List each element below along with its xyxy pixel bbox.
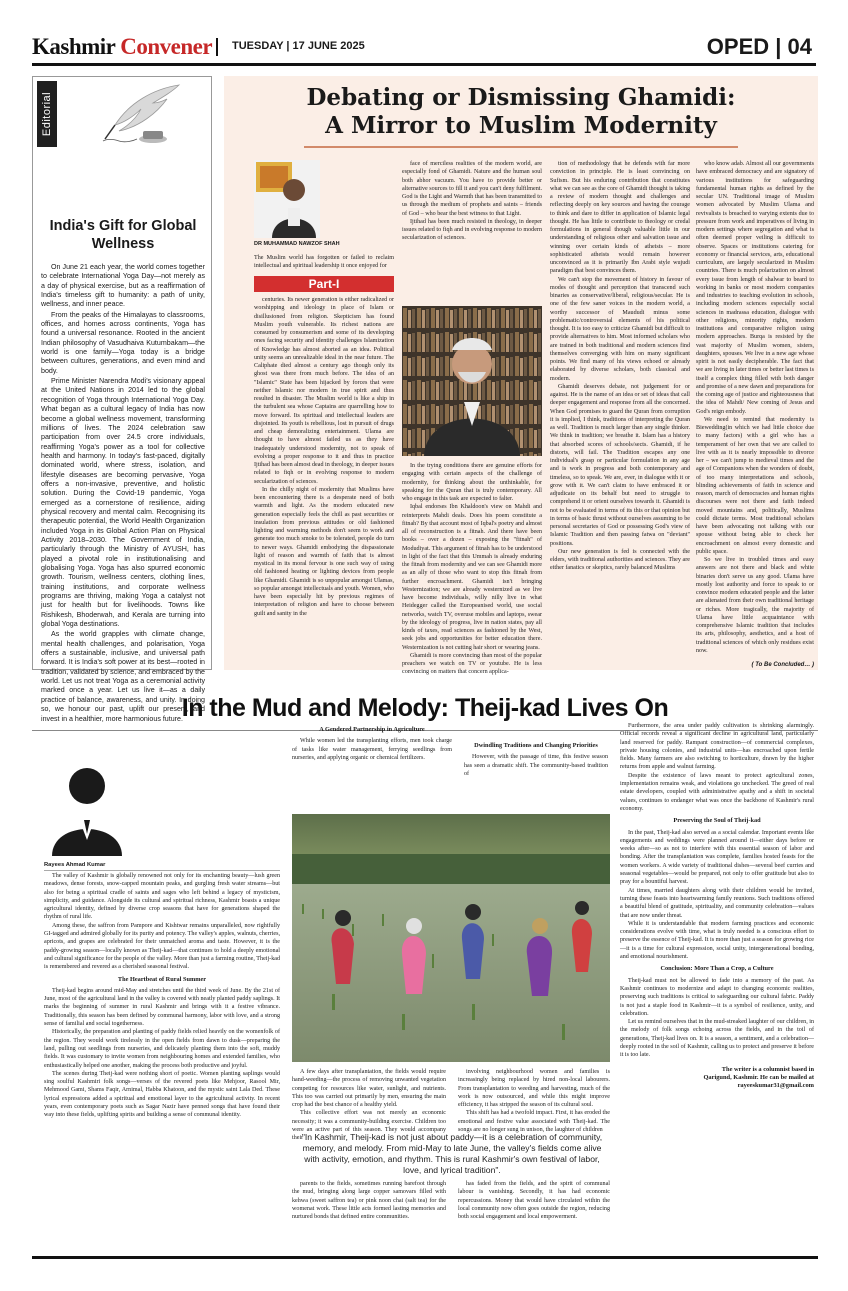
article-column-1	[44, 872, 280, 1120]
headline-line-2: A Mirror to Muslim Modernity	[325, 112, 717, 139]
article-paragraph: Ghamidi deserves debate, not judgement for or against. He is the name of an idea or set of ideas that call deeper engagement and response from all the concerned. When God promises to guard the Quran from corruption it is implied, I think, traditions of interpreting the Quran as well. Tradition is much larger than any single thinker. We think in tradition; we breathe it. Islam has a history that absorbed scores of schools/sects. Ghamidi, if he distorts, will fail. The Tradition escapes any one individual's grasp or particular formulation in any age and is work in progress and both contemporary and timeless, so to speak. We are, ever, in dialogue with it or grow with it. We can't claim to have embraced it or adjudicate on its behalf but need to struggle to comprehend it or orient ourselves towards it. Ghamidi is not to be evaluated in terms of its this or that opinion but in terms of basic thrust without ourselves assuming to be personal secretaries of God or possessing God's view of Islamic Tradition and then passing fatwa on "deviant" positions.	[550, 383, 690, 547]
article-paragraph: parents to the fields, sometimes running barefoot through the mud, bringing along large copper samovars filled with kehwa (sweet saffron tea) or pink noon chai (salt tea) for the womenat work. These little acts formed lasting memories and nurtured bonds that defined entire communities.	[292, 1181, 446, 1221]
article-paragraph: In the trying conditions there are genuine efforts for engaging with certain aspects of the challenge of modernity, for thinking about the unthinkable, for speaking for the Quran that is truly contemporary. All who engage in this task are expected to falter.	[402, 463, 542, 502]
ghamidi-headline[interactable]	[224, 84, 818, 140]
pull-quote: "In Kashmir, Theij-kad is not just about paddy—it is a celebration of community, memory, and melody. From mid-May to late June, the valley's fields come alive with activity, emotion, and rhythm. This is rural Kashmir's own festival of labor, love, and lyrical tradition".	[301, 1132, 603, 1175]
article-paragraph: Iqbal endorses Ibn Khaldoon's view on Mahdi and reinterprets Mahdi deals. Does his poem constitute a fitnah? By that account most of Iqbal's poetry and almost all of reconstruction is a fitnah. And there have been books – over a dozen – exposing the "fitnah" of Modudiyat. This argument of fitnah has to be understood in light of the fact that this Ummah is already enduring the fitnah from modernity and we can see Ghamidi more as an ally of those who want to stop this fitnah from further encroachment. Ghamidi isn't bringing Westernization; we are already westernized as we live have become individuals, willy nilly live in what Heidegger called the Europeanised world, use social networks, watch TV, overuse mobiles and laptops, swear by the ideology of progress, live in nation states, pay all kinds of taxes, read sciences as fashioned by the West, seek jobs and opportunities for better education there. Westernization is not cutting hair short or wearing jeans.	[402, 504, 542, 651]
article-paragraph: Let us remind ourselves that in the mud-streaked laughter of our children, in the melody of folk songs echoing across the fields, and in the toil of generations, Theij-kad lives on. It is a season, a sentiment, and a celebration—deeply rooted in the soil of Kashmir, calling us to protect and preserve it before it is too late.	[620, 1019, 814, 1059]
article-column-3	[464, 738, 608, 778]
subheading: Conclusion: More Than a Crop, a Culture	[660, 965, 774, 973]
article-column-3-lower	[458, 1068, 610, 1134]
editorial-paragraph: As the world grapples with climate change, mental health challenges, and polarisation, Yoga offers a sustainable, inclusive, and universal path forward. It is India's soft power at its best—rooted in tradition, validated by science, and embraced by the world. Let us not treat Yoga as a ceremonial activity marked once a year. Let us live it—as a daily practice of balance, awareness, and unity. In doing so, we honour our past, uplift our present, and invest in a healthier, more harmonious future.	[41, 630, 205, 723]
footer-line: Qarigund, Kashmir. He can be mailed at	[703, 1073, 814, 1081]
subheading: Dwindling Traditions and Changing Priorities	[474, 742, 598, 749]
author-silhouette-icon	[42, 760, 132, 856]
subheading: Preserving the Soul of Theij-kad	[673, 817, 761, 825]
article-column-2	[402, 160, 542, 243]
article-paragraph: So we live in troubled times and easy answers are not there and black and white binaries don't serve us any good. Ulama have mostly lost authority and force to speak to or convince modern educated people and the latter are alienated from their own traditional heritage or riches. More tragically, the majority of Ulama have little acquaintance with comprehensive Islamic tradition that includes its arts, philosophy, aesthetics, and a host of traditional sciences of which only residues exist now.	[696, 557, 814, 654]
article-paragraph: Ijtihad has been much resisted in theology, in deeper issues related to fiqh and in evolving response to modern secularization of sciences.	[402, 218, 542, 242]
subheading: A Gendered Partnership in Agriculture	[319, 726, 425, 733]
article-paragraph: This shift has had a twofold impact. First, it has eroded the emotional and festive value associated with Theij-kad. The songs are no longer sung in unison, the laughter of children	[458, 1110, 610, 1134]
article-intro: The Muslim world has forgotten or failed to reclaim intellectual and spiritual leadership it once enjoyed for	[254, 255, 394, 270]
ghamidi-photo	[402, 306, 542, 456]
theij-headline[interactable]: In the Mud and Melody: Theij-kad Lives On	[181, 694, 669, 722]
editorial-tab	[37, 81, 57, 147]
article-paragraph: involving neighbourhood women and families is increasingly being replaced by hired non-local labourers. From transplantation to weeding and harvesting, much of the work is now outsourced, and while this might improve efficiency, it has stripped the season of its cultural soul.	[458, 1069, 610, 1109]
article-paragraph: Theij-kad begins around mid-May and stretches until the third week of June. By the 21st of June, most of the agricultural land in the valley is covered with neatly planted paddy saplings. It marks the beginning of summer in rural Kashmir and brings with it a festive vibrance. Traditionally, this season has been defined by communal harmony, labor with love, and a strong sense of familial and social togetherness.	[44, 987, 280, 1028]
article-paragraph: Among these, the saffron from Pampore and Kishtwar remains unparalleled, now rightfully GI-tagged and admired globally for its purity and potency. The valley's apples, walnuts, cherries, apricots, and grapes are celebrated for their unmatched aroma and taste. However, it is the paddy-growing season—locally known as Theij-kad—that continues to hold a deeply emotional and cultural significance for the people of the valley. More than just a farming routine, Theij-kad is remembered and revered as a cherished seasonal festival.	[44, 922, 280, 971]
to-be-concluded: ( To Be Concluded… )	[751, 662, 814, 668]
ghamidi-article	[224, 76, 818, 676]
article-paragraph: We need to remind that modernity is Biewedding(in which we had little choice due to many factors) with a girl who has a temperament of her own that we are called to live with as it is nearly impossible to divorce her – we can't jump to medieval times and the age of Companions when the wonders of doubt, of too many interpretations and schools, blinding achievements of faith in science and reason, march of democracies and human rights discourses were not there and faith indeed moved mountains and, politically, Muslims could dictate terms. Most traditional scholars have been advocating not talking with our spouse without being able to check her encroachment on almost every domestic and public space.	[696, 416, 814, 555]
article-paragraph: At times, married daughters along with their children would be invited, turning these feasts into heartwarming family reunions. Such traditions offered a beautiful blend of gratitude, spirituality, and community celebration—values that are now under threat.	[620, 887, 814, 919]
article-column-1	[254, 296, 394, 618]
article-column-4	[696, 160, 814, 669]
headline-rule	[304, 146, 738, 148]
article-paragraph: face of merciless realities of the modern world, are especially fond of Ghamidi. Nature and the human soul both abhor vacuum. You have to provide better or alternative sources to fill it and you can't deny fulfilment. God is the Light and Warmth that has been transmitted to us through the medium of prophets and saints – friends of God – who bear the best witness to that Light.	[402, 161, 542, 217]
header-divider	[216, 38, 218, 56]
article-paragraph: While women led the transplanting efforts, men took charge of tasks like water management, ferrying seedlings from nurseries, and applying organic or chemical fertilizers.	[292, 738, 452, 761]
article-paragraph: Our new generation is fed is connected with the elders, with traditional authorities and sciences. They are either fanatics or skeptics, rarely balanced Muslims	[550, 548, 690, 572]
article-column-2-lower	[402, 462, 542, 677]
editorial-title: India's Gift for Global Wellness	[49, 218, 197, 252]
article-paragraph: has faded from the fields, and the spirit of communal labour is vanishing. Secondly, it has had economic repercussions. Money that would have circulated within the local community now often goes outside the region, reducing both social engagement and local empowerment.	[458, 1181, 610, 1221]
page-bottom-rule	[32, 1256, 818, 1259]
editorial-paragraph: On June 21 each year, the world comes together to celebrate International Yoga Day—not merely as a day of physical exercise, but as a reaffirmation of India's timeless gift to humanity: a path of unity, wellness, and inner peace.	[41, 263, 205, 309]
article-paragraph: Despite the existence of laws meant to protect agricultural zones, implementation remains weak, and violations go unchecked. The greed of real estate developers, coupled with administrative apathy and a shift in societal values, continues to endanger what was once the backbone of Kashmir's rural economy.	[620, 772, 814, 812]
brand-logo[interactable]	[32, 34, 212, 60]
subheading: The Heartbeat of Rural Summer	[117, 975, 207, 983]
author-photo	[254, 160, 320, 238]
article-column-2	[292, 722, 452, 762]
article-column-3-bottom	[458, 1180, 610, 1221]
editorial-tab-label: Editorial	[41, 91, 53, 137]
article-paragraph: The valley of Kashmir is globally renowned not only for its enchanting beauty—lush green meadows, dense forests, snow-capped mountain peaks, and gurgling fresh water streams—but also for being a spiritual cradle of saints and sages who left behind a legacy of mysticism, simplicity, and guidance. Alongside its cultural and spiritual richness, Kashmir boasts a unique agricultural identity, defined by diverse crop seasons that have for generations shaped the rhythm of rural life.	[44, 873, 280, 921]
article-paragraph: Historically, the preparation and planting of paddy fields relied heavily on the womenfolk of the region. They would work tirelessly in the open fields from dawn to dusk—preparing the land, pulling out seedlings from nurseries, and delicately planting them into the soft, muddy fields. It was customary to invite women from neighbouring homes and extended families, who enthusiastically helped one another, making the process both productive and joyful.	[44, 1029, 280, 1069]
author-byline: DR MUHAMMAD NAWZOF SHAH	[254, 241, 340, 247]
article-paragraph: Theij-kad must not be allowed to fade into a memory of the past. As Kashmir continues to modernize and adapt to changing economic realities, preserving such traditions is critical to safeguarding our cultural fabric. Paddy is not just a staple food in Kashmir—it is a symbol of resilience, unity, and celebration.	[620, 977, 814, 1017]
article-paragraph: However, with the passage of time, this festive season has seen a dramatic shift. The community-based tradition of	[464, 754, 608, 777]
article-paragraph: Furthermore, the area under paddy cultivation is shrinking alarmingly. Official records reveal a significant decline in agricultural land, particularly land reserved for paddy. Rampant construction—of commercial complexes, private housing colonies, and industrial units—has encroached upon fertile fields. Many farmers are also switching to horticulture, drawn by the higher returns from apple and walnut farming.	[620, 723, 814, 771]
editorial-box	[32, 76, 212, 723]
editorial-paragraph: Prime Minister Narendra Modi's visionary appeal at the United Nations in 2014 led to the global recognition of Yoga through International Yoga Day. What began as a cultural legacy of India has now become a global wellness movement, transforming millions of lives. The 2024 celebration saw participation from over 24.5 crore individuals, reaffirming Yoga's power as a tool for collective health and harmony. In today's fast-paced, digitally dominated world, where stress, isolation, and lifestyle diseases are becoming pervasive, Yoga offers a non-invasive, preventive, and holistic solution. During the Covid-19 pandemic, Yoga emerged as a cornerstone of resilience, aiding physical recovery and mental calm. Recognising its therapeutic potential, the World Health Organization included Yoga in its Global Action Plan on Physical Activity 2018–2030. The Government of India, particularly through the Ministry of AYUSH, has played a pivotal role in institutionalising and globalising Yoga. Yoga has also spurred economic growth. Tourism, wellness centers, clothing lines, training institutions, and corporate wellness programs are thriving, making Yoga a catalyst not just for health but for livelihoods. Towns like Rishikesh, Bhoderwah, and Kerala are turning into global Yoga destinations.	[41, 377, 205, 629]
article-paragraph: tion of methodology that he defends with far more conviction in principle. He is least convincing on Sufism. But his enduring contribution that constitutes what we can see as the core of Ghamidi thought is taking a review of modern thought and challenges and reflecting deeply on key sources and having the courage to think and dare to differ in application of Islamic legal thought. He has little to contribute to theology or credal formulations in general though valuable little in our understanding of religious other and salvation issue and winning over certain kinds of atheists – more sophisticated atheists would remain however unconvinced as it is primarily Ibn Arabi style wujudi paradigm that best convinces them.	[550, 161, 690, 275]
article-paragraph: who know adab. Almost all our governments have embraced democracy and are signatory of various institutions for safeguarding fundamental human rights as defined by the secular UN. Traditional image of Muslim women advocated by Muslim Ulama and revivalists is breached to varying extents due to pressure from work and imperatives of living in modern settings where segregation and what is often deemed proper veiling is difficult to observe. Spaces or institutions catering for economy or financial services, arts, educational curriculum, are largely secularized in Muslim countries. There is much polarization on almost every issue from length of shalwar to beard to working in banks or most modern companies and industries to teaching evolution in schools, including modern sciences especially social sciences in madrassa education, dialogue with other religions, minority rights, modern institutions and comparative religion using modern approaches. Burqa is resisted by the vast majority of Muslim women, sisters, daughters, spouses. We live in a new age whose spirit is not easily decipherable. The fact that we are living in later times or better last times is itself a complex thing filled with both danger and promise of a new dawn and preparations for the coming age of justice and righteousness that the idea of Mahdi/ New coming of Jesus and God's reign embody.	[696, 161, 814, 415]
article-paragraph: We can't stop the movement of history in favour of modes of thought and perception that transcend such binaries as conservative/liberal, religious/secular. He is one of the few saner voices in the modern world, a worthy successor of Maududi minus some problematic/controversial elements of his political thought. It is too easy to criticize Ghamidi but difficult to provide alternatives to him. Most informed scholars who are trained in both traditional and modern sciences find themselves converging with him on many significant points. We find many of his views echoed or already elaborated by diverse scholars, both classical and modern.	[550, 276, 690, 382]
part-label: Part-I	[254, 276, 394, 292]
masthead	[32, 34, 816, 66]
quill-pen-icon	[93, 83, 183, 145]
paddy-field-photo	[292, 814, 610, 1062]
article-paragraph: In the past, Theij-kad also served as a social calendar. Important events like engagements and weddings were planned around it—either days before or weeks after—so as not to interfere with this essential season of labor and bonding. After the transplantation was complete, families hosted feasts for the women workers. A wide variety of traditional dishes—several beef curries and seasonal vegetables—would be prepared, not only to offer gratitude but also to pray for a bountiful harvest.	[620, 829, 814, 886]
article-column-2-bottom	[292, 1180, 446, 1221]
issue-date: TUESDAY | 17 JUNE 2025	[232, 40, 365, 52]
article-paragraph: centuries. Its newer generation is either radicalized or worshipping and ideology in place of Islam or disillusioned from religion. Skepticism has found Muslim youth vulnerable. Its richest nations are consumed by consumerism and some of its developing ones facing security and identity challenges Islamization of Knowledge has almost aborted as an idea. Political unity seems an unrealizable ideal in the near future. The Caliphate died almost a century ago though only its ghost was there from much before. The idea of an "Islamic" State has been hijacked by forces that were neither Islamic nor modern in true spirit and thus resulted in disaster. The Muslim world is like a ship in the turbulent sea whose Captains are quarrelling how to move forward. Its spiritual and intellectual leaders are disjointed. Its youth is rebellious, lost in pursuit of drugs and cheap demoralizing entertainment. Ulama are thought to have almost failed us as they have inadequately understood modernity, not to speak of evolving a proper response to it and thus in practice Ijtihad has been almost dead in theology, in deeper issues related to fiqh or in evolving response to modern secularization of sciences.	[254, 297, 394, 485]
editorial-paragraph: From the peaks of the Himalayas to classrooms, offices, and homes across continents, Yoga has found a universal resonance. Rooted in the ancient Indian philosophy of Vasudhaiva Kutumbakam—the world is one family—Yoga today is a bridge between cultures, generations, and even mind and body.	[41, 310, 205, 375]
article-paragraph: This collective effort was not merely an economic necessity; it was a community-building exercise. Children too were an active part of this season. They would accompany their	[292, 1110, 446, 1142]
author-email[interactable]: rayeeskumar31@gmail.com	[737, 1082, 814, 1090]
brand-part-2: Convener	[120, 34, 213, 59]
section-page-label: OPED | 04	[706, 34, 812, 59]
article-column-4	[620, 722, 814, 1091]
author-byline: Rayees Ahmad Kumar	[44, 862, 280, 871]
author-footer	[620, 1066, 814, 1091]
footer-line: The writer is a columnist based in	[721, 1065, 814, 1073]
headline-line-1: Debating or Dismissing Ghamidi:	[306, 84, 736, 111]
article-paragraph: Ghamidi is more convincing than most of the popular preachers we watch on TV or youtube. He is less convincing on matters that concern applica-	[402, 652, 542, 676]
article-paragraph: A few days after transplantation, the fields would require hand-weeding—the process of removing unwanted vegetation competing for resources like water, sunlight, and nutrients. This too was carried out primarily by men, ensuring the main crop had the best chance of a healthy yield.	[292, 1069, 446, 1109]
theij-kad-article	[32, 694, 818, 1242]
article-paragraph: While it is understandable that modern farming practices and economic considerations evolve with time, what is truly needed is a conscious effort to preserve the essence of Theij-kad. It is more than just a season for growing rice—it is a time for cultural expression, social unity, intergenerational bonding, and emotional nourishment.	[620, 920, 814, 961]
article-paragraph: In the chilly night of modernity that Muslims have been encountering there is a desperate need of both warmth and light. As the modern educated new generation especially feels the chill as past securities or insulation from previous attitudes or old fashioned lighting and warming methods don't seem to work and generate too much smoke to be tolerated, people do turn to newer ways. Ghamidi embodying the dispassionate light of reason and warmth of faith that is almost mystical in its moral fervour is one such way of using old fashioned heating or lighting devices from people like Ghamidi. Ghamidi is so unpopular amongst Ulamas, so popular amongst intellectuals and youth. Women, who have been especially hit by previous regimes of interpretation of religion and have to choose between guilt and sanity in the	[254, 486, 394, 617]
article-column-3	[550, 160, 690, 573]
article-paragraph: The scenes during Theij-kad were nothing short of poetic. Women planting saplings would sing soulful Kashmiri folk songs—verses of the revered poets like Mehjoor, Rasool Mir, Mehmood Gami, Shams Faqir, Arnimal, Habba Khatoon, and the mystic saint Lala Ded. These lyrical expressions added a spiritual and emotional layer to the agricultural activity. In recent years, even contemporary poets such as Sagar Nazir have penned songs that have found their way into these fields, uplifting spirits and building a sense of communal identity.	[44, 1070, 280, 1119]
brand-part-1: Kashmir	[32, 34, 115, 59]
editorial-body	[41, 263, 205, 725]
